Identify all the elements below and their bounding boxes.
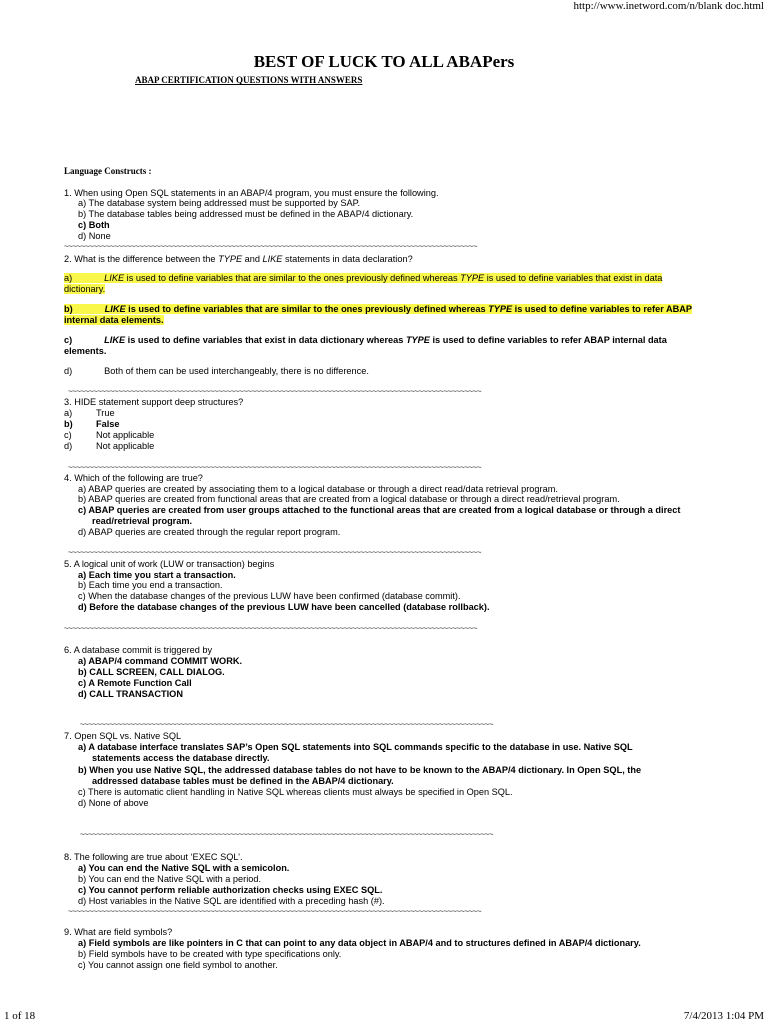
separator: ~~~~~~~~~~~~~~~~~~~~~~~~~~~~~~~~~~~~~~~~~~~~~~~~~~~~~~~~~~~~~~~~~~~~~~~~~~~~~~~~~~~~~~~~~~~~~~~~~~~: [68, 548, 482, 557]
page-number: 1 of 18: [4, 1010, 36, 1022]
q3-option-d: d) Not applicable: [64, 441, 155, 451]
section-title: Language Constructs :: [64, 166, 152, 176]
separator: ~~~~~~~~~~~~~~~~~~~~~~~~~~~~~~~~~~~~~~~~~~~~~~~~~~~~~~~~~~~~~~~~~~~~~~~~~~~~~~~~~~~~~~~~~~~~~~~~~~~: [80, 720, 494, 729]
q5-option-a: a) Each time you start a transaction.: [78, 570, 236, 580]
q6-question: 6. A database commit is triggered by: [64, 645, 213, 655]
separator: ~~~~~~~~~~~~~~~~~~~~~~~~~~~~~~~~~~~~~~~~~~~~~~~~~~~~~~~~~~~~~~~~~~~~~~~~~~~~~~~~~~~~~~~~~~~~~~~~~~~: [68, 387, 482, 396]
q7-option-b: b) When you use Native SQL, the addressed database tables do not have to be known to the ABAP/4 dictionary. In Open SQL, the: [78, 765, 642, 775]
q1-option-b: b) The database tables being addressed must be defined in the ABAP/4 dictionary.: [78, 209, 414, 219]
q9-option-c: c) You cannot assign one field symbol to another.: [78, 960, 278, 970]
q4-question: 4. Which of the following are true?: [64, 473, 203, 483]
q1-question: 1. When using Open SQL statements in an ABAP/4 program, you must ensure the following.: [64, 188, 439, 198]
q7-option-b-cont: addressed database tables must be defined in the ABAP/4 dictionary.: [92, 776, 394, 786]
q2-option-a: a) LIKE is used to define variables that are similar to the ones previously defined whereas TYPE is used to define variables that exist in data dictionary.: [64, 273, 663, 294]
q3-option-b: b) False: [64, 419, 120, 429]
q8-option-b: b) You can end the Native SQL with a period.: [78, 874, 262, 884]
q4-option-c-cont: read/retrieval program.: [92, 516, 193, 526]
q1-option-d: d) None: [78, 231, 111, 241]
q8-option-a: a) You can end the Native SQL with a semicolon.: [78, 863, 290, 873]
q2-option-c: c) LIKE is used to define variables that exist in data dictionary whereas TYPE is used to define variables to refer ABAP internal data elements.: [64, 335, 667, 356]
separator: ~~~~~~~~~~~~~~~~~~~~~~~~~~~~~~~~~~~~~~~~~~~~~~~~~~~~~~~~~~~~~~~~~~~~~~~~~~~~~~~~~~~~~~~~~~~~~~~~~~~: [64, 624, 478, 633]
q5-option-d: d) Before the database changes of the previous LUW have been cancelled (database rollback).: [78, 602, 490, 612]
q1-option-a: a) The database system being addressed must be supported by SAP.: [78, 198, 361, 208]
q8-option-c: c) You cannot perform reliable authorization checks using EXEC SQL.: [78, 885, 383, 895]
q2-question: 2. What is the difference between the TYPE and LIKE statements in data declaration?: [64, 254, 413, 264]
q3-question: 3. HIDE statement support deep structures?: [64, 397, 244, 407]
q7-option-c: c) There is automatic client handling in Native SQL whereas clients must always be specified in Open SQL.: [78, 787, 513, 797]
q7-option-a: a) A database interface translates SAP’s Open SQL statements into SQL commands specific to the database in use. Native SQL: [78, 742, 633, 752]
q7-option-a-cont: statements access the database directly.: [92, 753, 270, 763]
page-url: http://www.inetword.com/n/blank doc.html: [573, 0, 764, 12]
separator: ~~~~~~~~~~~~~~~~~~~~~~~~~~~~~~~~~~~~~~~~~~~~~~~~~~~~~~~~~~~~~~~~~~~~~~~~~~~~~~~~~~~~~~~~~~~~~~~~~~~: [68, 907, 482, 916]
q4-option-a: a) ABAP queries are created by associating them to a logical database or through a direct read/data retrieval program.: [78, 484, 558, 494]
q8-question: 8. The following are true about ‘EXEC SQL’.: [64, 852, 243, 862]
q5-option-c: c) When the database changes of the previous LUW have been confirmed (database commit).: [78, 591, 461, 601]
document-subtitle: ABAP CERTIFICATION QUESTIONS WITH ANSWERS: [135, 75, 363, 85]
separator: ~~~~~~~~~~~~~~~~~~~~~~~~~~~~~~~~~~~~~~~~~~~~~~~~~~~~~~~~~~~~~~~~~~~~~~~~~~~~~~~~~~~~~~~~~~~~~~~~~~~: [80, 830, 494, 839]
q6-option-c: c) A Remote Function Call: [78, 678, 192, 688]
q6-option-a: a) ABAP/4 command COMMIT WORK.: [78, 656, 243, 666]
q6-option-b: b) CALL SCREEN, CALL DIALOG.: [78, 667, 225, 677]
q4-option-d: d) ABAP queries are created through the regular report program.: [78, 527, 341, 537]
q7-question: 7. Open SQL vs. Native SQL: [64, 731, 182, 741]
separator: ~~~~~~~~~~~~~~~~~~~~~~~~~~~~~~~~~~~~~~~~~~~~~~~~~~~~~~~~~~~~~~~~~~~~~~~~~~~~~~~~~~~~~~~~~~~~~~~~~~~: [64, 242, 478, 251]
q1-option-c: c) Both: [78, 220, 110, 230]
print-datetime: 7/4/2013 1:04 PM: [683, 1010, 764, 1022]
document-title: BEST OF LUCK TO ALL ABAPers: [253, 52, 515, 71]
q3-option-c: c) Not applicable: [64, 430, 155, 440]
separator: ~~~~~~~~~~~~~~~~~~~~~~~~~~~~~~~~~~~~~~~~~~~~~~~~~~~~~~~~~~~~~~~~~~~~~~~~~~~~~~~~~~~~~~~~~~~~~~~~~~~: [68, 463, 482, 472]
q8-option-d: d) Host variables in the Native SQL are identified with a preceding hash (#).: [78, 896, 385, 906]
q4-option-b: b) ABAP queries are created from functional areas that are created from a logical database or through a direct read/retrieval program.: [78, 494, 620, 504]
q6-option-d: d) CALL TRANSACTION: [78, 689, 183, 699]
q5-option-b: b) Each time you end a transaction.: [78, 580, 223, 590]
q5-question: 5. A logical unit of work (LUW or transaction) begins: [64, 559, 275, 569]
q3-option-a: a) True: [64, 408, 115, 418]
q4-option-c: c) ABAP queries are created from user groups attached to the functional areas that are created from a logical database or through a direct: [78, 505, 681, 515]
q2-option-b: b) LIKE is used to define variables that are similar to the ones previously defined whereas TYPE is used to define variables to refer ABAP internal data elements.: [64, 304, 692, 325]
q9-option-a: a) Field symbols are like pointers in C that can point to any data object in ABAP/4 and to structures defined in ABAP/4 dictionary.: [78, 938, 641, 948]
q9-question: 9. What are field symbols?: [64, 927, 173, 937]
q9-option-b: b) Field symbols have to be created with type specifications only.: [78, 949, 342, 959]
q2-option-d: d) Both of them can be used interchangeably, there is no difference.: [64, 366, 369, 376]
q7-option-d: d) None of above: [78, 798, 149, 808]
